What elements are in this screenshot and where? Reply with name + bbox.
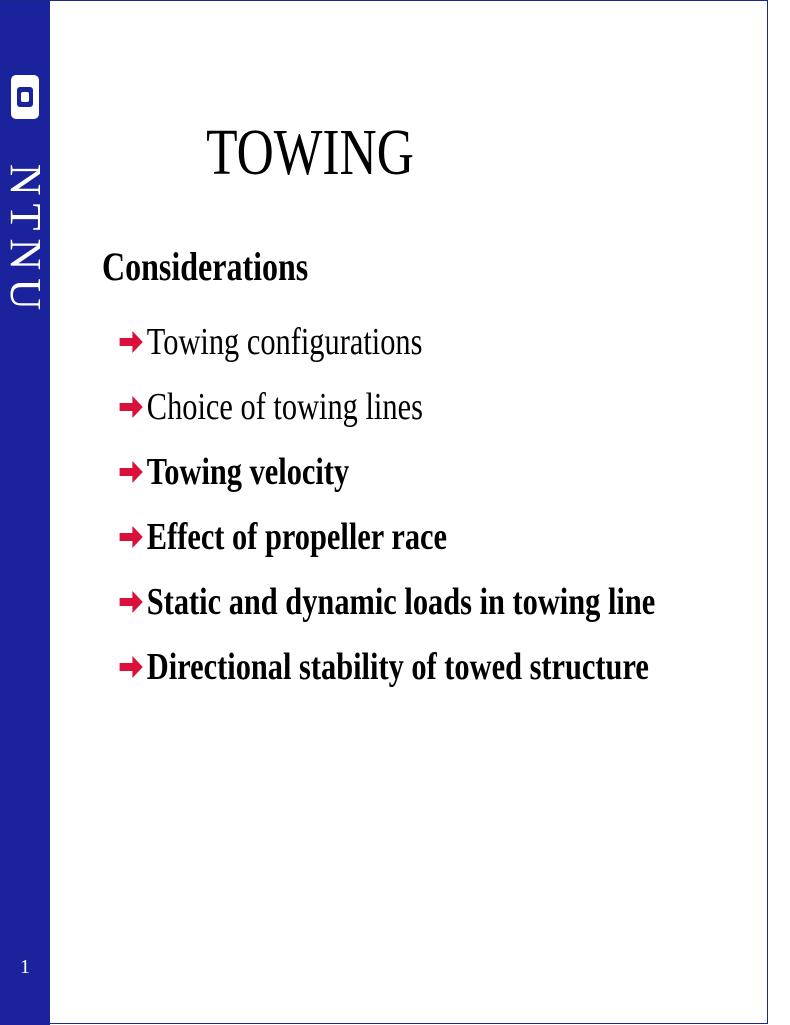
ntnu-logo-icon (11, 75, 39, 119)
arrow-right-icon (118, 458, 145, 486)
arrow-right-icon (118, 588, 145, 616)
bullet-text: Directional stability of towed structure (146, 645, 649, 688)
arrow-right-icon (118, 523, 145, 551)
bullet-text: Static and dynamic loads in towing line (146, 580, 656, 623)
arrow-right-icon (118, 328, 145, 356)
arrow-right-icon (118, 653, 145, 681)
slide-title: TOWING (206, 116, 414, 189)
bullet-text: Towing velocity (146, 450, 350, 493)
page-number: 1 (20, 956, 30, 978)
bullet-text: Towing configurations (146, 320, 423, 363)
logo-text (1, 135, 51, 347)
bullet-text: Choice of towing lines (146, 385, 423, 428)
bullet-item (118, 374, 655, 439)
bullet-list (118, 309, 790, 699)
bullet-text: Effect of propeller race (146, 515, 448, 558)
bullet-item (118, 634, 655, 699)
bullet-item (118, 439, 655, 504)
bullet-item (118, 309, 655, 374)
arrow-right-icon (118, 393, 145, 421)
sidebar (0, 1, 50, 1025)
section-heading: Considerations (102, 244, 309, 289)
bullet-item (118, 569, 655, 634)
bullet-item (118, 504, 655, 569)
logo-text-label: NTNU (1, 163, 51, 319)
